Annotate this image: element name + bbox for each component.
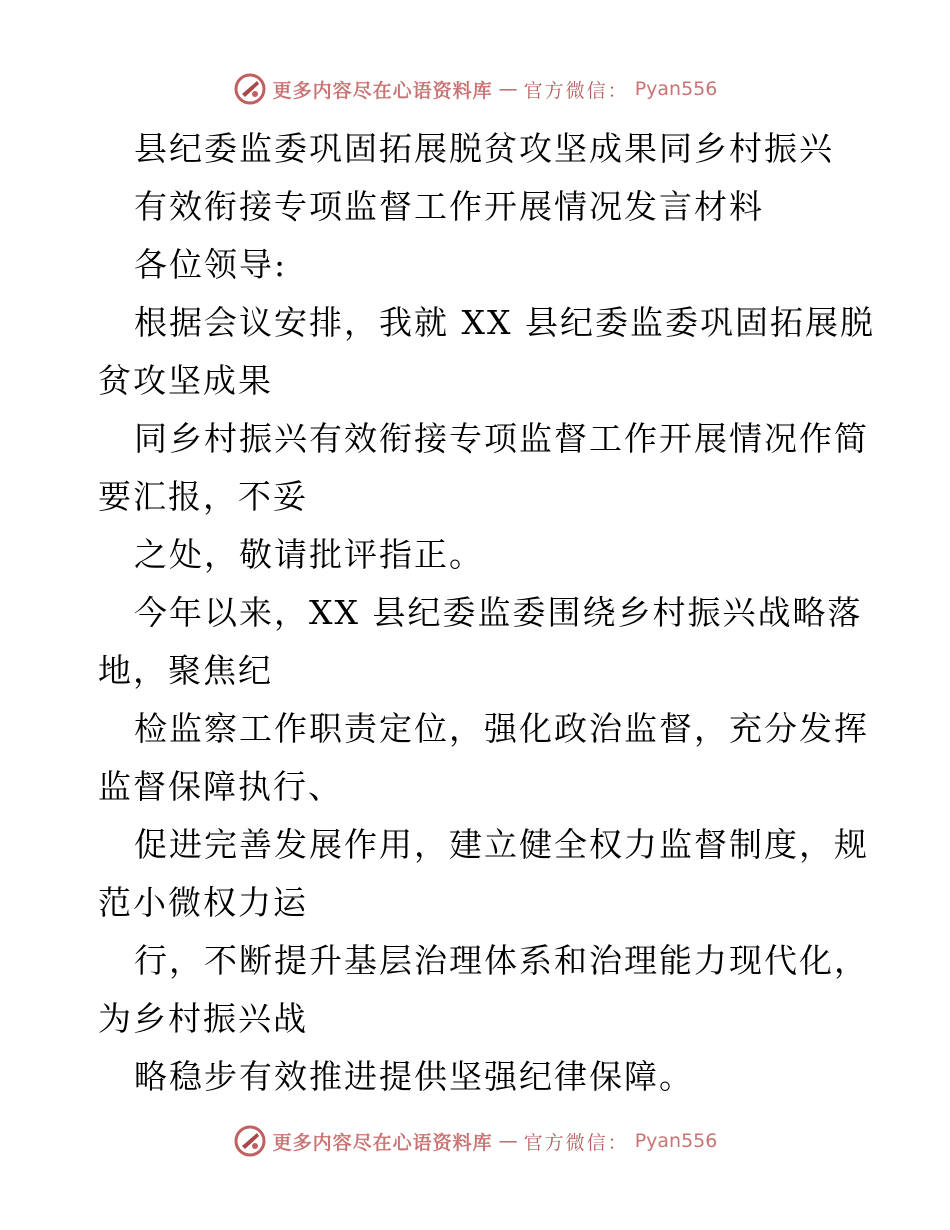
document-line: 行，不断提升基层治理体系和治理能力现代化， [134, 941, 869, 980]
document-line: 监督保障执行、 [98, 767, 343, 806]
watermark-sub-text: 官方微信： [523, 79, 629, 102]
document-line: 范小微权力运 [98, 883, 308, 922]
document-line: 为乡村振兴战 [98, 999, 308, 1038]
brand-logo-icon [233, 72, 267, 106]
header-watermark [0, 72, 950, 106]
watermark-id: Pyan556 [634, 78, 718, 100]
watermark-separator: — [498, 1130, 518, 1152]
document-line: 县纪委监委巩固拓展脱贫攻坚成果同乡村振兴 [134, 129, 834, 168]
footer-watermark [0, 1124, 950, 1158]
document-line: 根据会议安排，我就 XX 县纪委监委巩固拓展脱 [134, 303, 875, 342]
document-line: 今年以来，XX 县纪委监委围绕乡村振兴战略落 [134, 593, 863, 632]
document-line: 略稳步有效推进提供坚强纪律保障。 [134, 1057, 694, 1096]
watermark-separator: — [498, 78, 518, 100]
document-line: 同乡村振兴有效衔接专项监督工作开展情况作简 [134, 419, 869, 458]
watermark-main-text: 更多内容尽在心语资料库 [272, 79, 493, 102]
watermark-main-text: 更多内容尽在心语资料库 [272, 1131, 493, 1154]
document-body [98, 120, 875, 1106]
document-line: 贫攻坚成果 [98, 361, 273, 400]
document-line: 地，聚焦纪 [98, 651, 273, 690]
document-line: 促进完善发展作用，建立健全权力监督制度，规 [134, 825, 869, 864]
watermark-id: Pyan556 [634, 1130, 718, 1152]
document-line: 之处，敬请批评指正。 [134, 535, 484, 574]
document-line: 各位领导: [134, 245, 288, 284]
document-line: 检监察工作职责定位，强化政治监督，充分发挥 [134, 709, 869, 748]
brand-logo-icon [233, 1124, 267, 1158]
document-line: 要汇报，不妥 [98, 477, 308, 516]
watermark-sub-text: 官方微信： [523, 1131, 629, 1154]
document-line: 有效衔接专项监督工作开展情况发言材料 [134, 187, 764, 226]
